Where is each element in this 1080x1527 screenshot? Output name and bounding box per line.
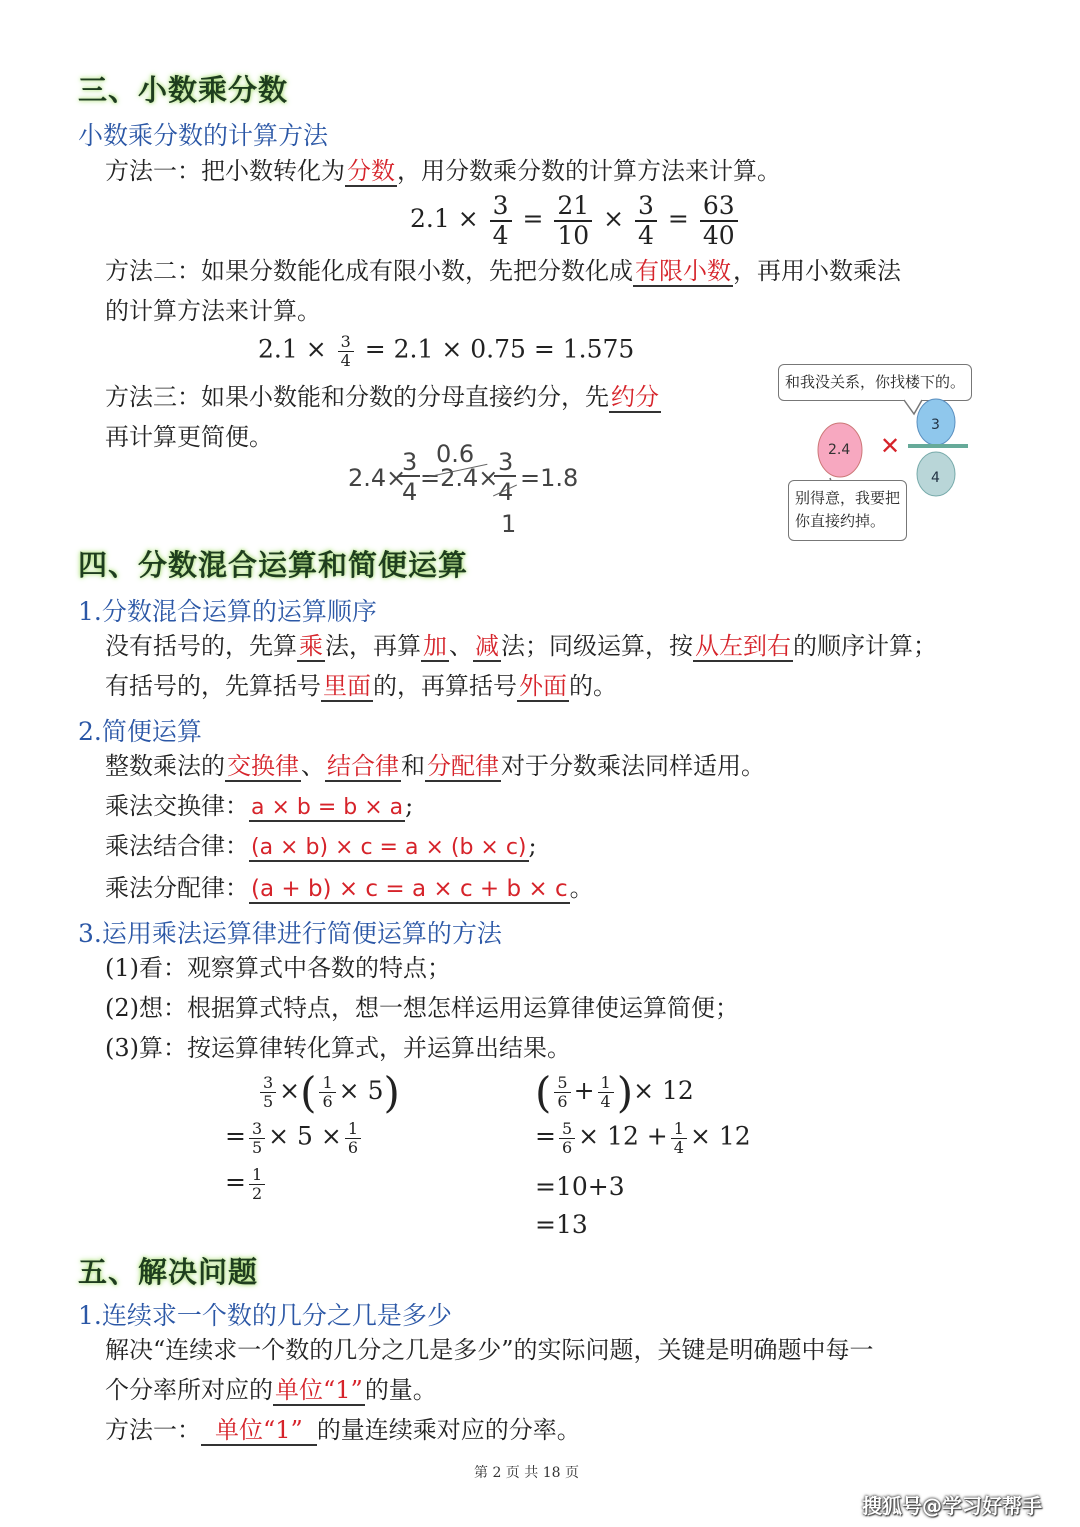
example-a-line2: = $\frac{3}{5}$ × 5 × $\frac{1}{6}$ <box>225 1120 364 1156</box>
method-1-text: 方法一：把小数转化为分数，用分数乘分数的计算方法来计算。 <box>105 157 781 185</box>
section-5-sub1: 1.连续求一个数的几分之几是多少 <box>78 1301 452 1330</box>
section-4-sub3: 3.运用乘法运算律进行简便运算的方法 <box>78 919 502 948</box>
example-b-line3: =10+3 <box>535 1172 625 1201</box>
cross-icon: ✕ <box>880 432 901 460</box>
watermark: 搜狐号@学习好帮手 <box>862 1494 1042 1518</box>
section-4-sub2: 2.简便运算 <box>78 717 202 746</box>
example-b-line2: = $\frac{5}{6}$ × 12 + $\frac{1}{4}$ × 12 <box>535 1119 751 1157</box>
cartoon-illustration: 和我没关系，你找楼下的。 2.4 3 4 ✕ 别得意，我要把 你直接约掉。 <box>776 362 986 547</box>
page-number: 第 2 页 共 18 页 <box>474 1465 579 1481</box>
example-b-line4: =13 <box>535 1210 588 1239</box>
section-4-sub1: 1.分数混合运算的运算顺序 <box>78 597 377 626</box>
law-associative: 乘法结合律：(a × b) × c = a × (b × c); <box>105 832 537 860</box>
example-a-line3: = $\frac{1}{2}$ <box>225 1166 268 1202</box>
method-3-text-line2: 再计算更简便。 <box>105 423 273 451</box>
equation-3: 2.4× 3 4 =2.4× 0.6 3 4 =1.8 1 <box>348 440 579 538</box>
highlight-finite-decimal: 有限小数 <box>635 257 731 285</box>
section-3-title: 三、小数乘分数 <box>78 73 289 107</box>
step-compute: (3)算：按运算律转化算式，并运算出结果。 <box>105 1034 571 1062</box>
example-a-line1: $\frac{3}{5}$ ×( $\frac{1}{6}$ × 5) <box>225 1068 400 1117</box>
equation-1: 2.1 × $\frac{3}{4}$ = $\frac{21}{10}$ × $\frac{3}{4}$ = $\frac{63}{40}$ <box>410 192 741 249</box>
order-rule-line2: 有括号的，先算括号里面的，再算括号外面的。 <box>105 672 617 700</box>
law-commutative: 乘法交换律：a × b = b × a; <box>105 792 414 820</box>
speech-bubble-top: 和我没关系，你找楼下的。 <box>778 364 972 401</box>
highlight-fraction: 分数 <box>347 157 395 185</box>
problem-text-line1: 解决“连续求一个数的几分之几是多少”的实际问题，关键是明确题中每一 <box>105 1336 874 1364</box>
problem-method-1: 方法一： 单位“1” 的量连续乘对应的分率。 <box>105 1416 581 1444</box>
equation-2: 2.1 × $\frac{3}{4}$ = 2.1 × 0.75 = 1.575 <box>258 332 635 370</box>
laws-intro: 整数乘法的交换律、结合律和分配律对于分数乘法同样适用。 <box>105 752 765 780</box>
section-5-title: 五、解决问题 <box>78 1255 259 1289</box>
section-3-subtitle: 小数乘分数的计算方法 <box>78 121 329 150</box>
problem-text-line2: 个分率所对应的单位“1”的量。 <box>105 1376 437 1404</box>
section-4-title: 四、分数混合运算和简便运算 <box>78 548 469 582</box>
method-3-text: 方法三：如果小数能和分数的分母直接约分，先约分 <box>105 383 659 411</box>
speech-bubble-bottom: 别得意，我要把 你直接约掉。 <box>788 480 907 541</box>
law-distributive: 乘法分配律：(a + b) × c = a × c + b × c。 <box>105 874 594 902</box>
highlight-reduce: 约分 <box>611 383 659 411</box>
order-rule-line1: 没有括号的，先算乘法，再算加、减法；同级运算，按从左到右的顺序计算； <box>105 632 937 660</box>
method-2-text: 方法二：如果分数能化成有限小数，先把分数化成有限小数，再用小数乘法 <box>105 257 901 285</box>
example-b-line1: ( $\frac{5}{6}$ + $\frac{1}{4}$ )× 12 <box>535 1068 694 1117</box>
step-think: (2)想：根据算式特点，想一想怎样运用运算律使运算简便； <box>105 994 739 1022</box>
step-look: (1)看：观察算式中各数的特点； <box>105 954 451 982</box>
method-2-text-line2: 的计算方法来计算。 <box>105 297 321 325</box>
